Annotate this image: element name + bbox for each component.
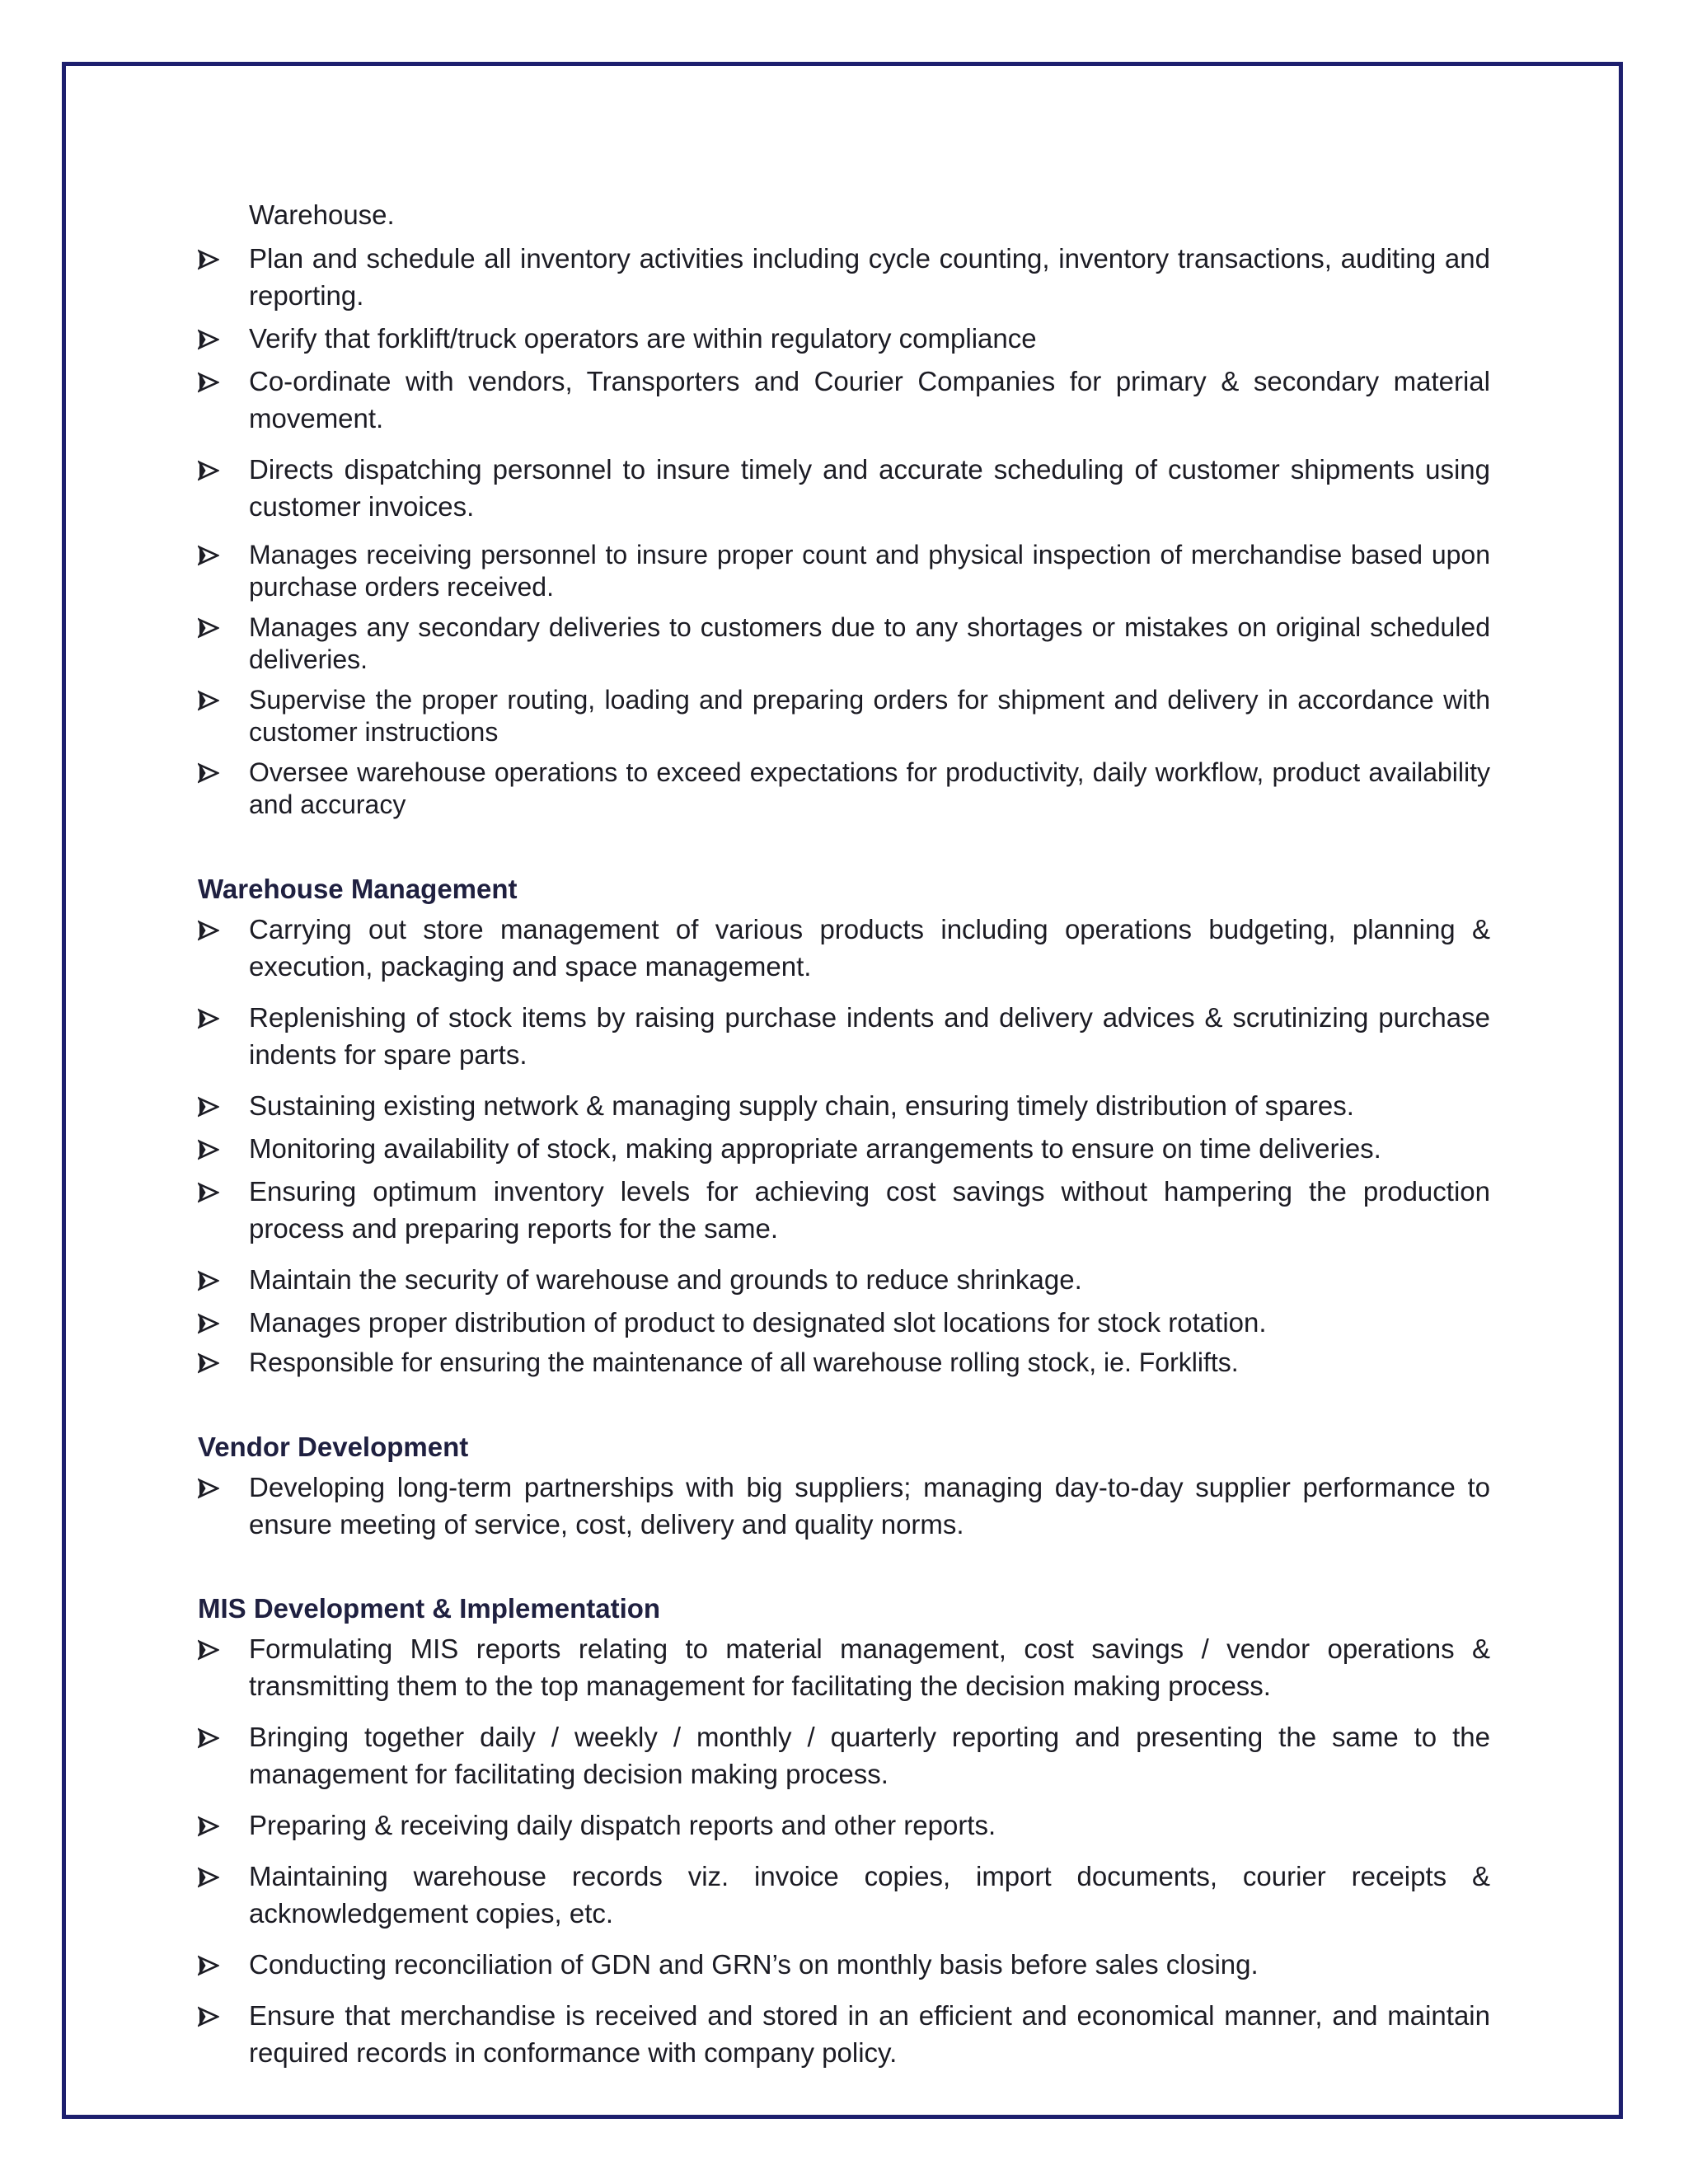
- list-item: [198, 1173, 1490, 1247]
- list-item-text: Monitoring availability of stock, making appropriate arrangements to ensure on time deliveries.: [249, 1133, 1381, 1164]
- list-item-text: Responsible for ensuring the maintenance of all warehouse rolling stock, ie. Forklifts.: [249, 1347, 1239, 1377]
- list-item-text: Replenishing of stock items by raising purchase indents and delivery advices & scrutinizing purchase indents for spare parts.: [249, 1002, 1490, 1070]
- arrowhead-bullet-icon: [198, 1179, 223, 1204]
- list-item: [198, 1347, 1490, 1379]
- list-item: [198, 240, 1490, 314]
- list-item: [198, 1858, 1490, 1932]
- list-item: [198, 757, 1490, 821]
- arrowhead-bullet-icon: [198, 1350, 223, 1375]
- arrowhead-bullet-icon: [198, 917, 223, 942]
- arrowhead-bullet-icon: [198, 1005, 223, 1030]
- arrowhead-bullet-icon: [198, 1310, 223, 1335]
- list-item: [198, 1130, 1490, 1167]
- arrowhead-bullet-icon: [198, 1475, 223, 1500]
- list-item-text: Directs dispatching personnel to insure timely and accurate scheduling of customer shipments using customer invoices.: [249, 454, 1490, 522]
- list-item: [198, 1087, 1490, 1124]
- arrowhead-bullet-icon: [198, 1725, 223, 1750]
- list-item-text: Preparing & receiving daily dispatch reports and other reports.: [249, 1810, 996, 1840]
- arrowhead-bullet-icon: [198, 1137, 223, 1161]
- list-item: [198, 1807, 1490, 1844]
- document-body: [198, 196, 1490, 2077]
- list-item-text: Carrying out store management of various products including operations budgeting, planning & execution, packaging and space management.: [249, 914, 1490, 982]
- list-item-text: Co-ordinate with vendors, Transporters and Courier Companies for primary & secondary material movement.: [249, 366, 1490, 434]
- list-item-text: Verify that forklift/truck operators are within regulatory compliance: [249, 323, 1037, 354]
- section-heading-mis-development: MIS Development & Implementation: [198, 1593, 661, 1624]
- list-item: [198, 1304, 1490, 1341]
- list-item-text: Oversee warehouse operations to exceed expectations for productivity, daily workflow, product availability and accuracy: [249, 757, 1490, 819]
- list-item: [198, 1718, 1490, 1793]
- list-item-text: Formulating MIS reports relating to material management, cost savings / vendor operations & transmitting them to the top management for facilitating the decision making process.: [249, 1633, 1490, 1701]
- list-item: [198, 1946, 1490, 1983]
- list-item: [198, 999, 1490, 1073]
- arrowhead-bullet-icon: [198, 615, 223, 640]
- list-item: [198, 612, 1490, 676]
- list-item: [198, 451, 1490, 525]
- arrowhead-bullet-icon: [198, 1952, 223, 1977]
- list-item-text: Bringing together daily / weekly / monthly / quarterly reporting and presenting the same to the management for facilitating decision making process.: [249, 1722, 1490, 1789]
- list-item: [198, 1630, 1490, 1704]
- arrowhead-bullet-icon: [198, 760, 223, 785]
- list-item: [198, 1261, 1490, 1298]
- arrowhead-bullet-icon: [198, 369, 223, 394]
- mis-development-list: [198, 1630, 1490, 2071]
- list-item-text: Maintain the security of warehouse and grounds to reduce shrinkage.: [249, 1264, 1082, 1295]
- arrowhead-bullet-icon: [198, 457, 223, 482]
- warehouse-management-list: [198, 911, 1490, 1379]
- list-item: [198, 1997, 1490, 2071]
- list-item-text: Manages proper distribution of product to designated slot locations for stock rotation.: [249, 1307, 1267, 1338]
- list-item: [198, 1469, 1490, 1543]
- list-item: [198, 539, 1490, 603]
- list-item-text: Ensure that merchandise is received and stored in an efficient and economical manner, and maintain required records in conformance with company policy.: [249, 2000, 1490, 2068]
- arrowhead-bullet-icon: [198, 542, 223, 567]
- list-item-text: Supervise the proper routing, loading and preparing orders for shipment and delivery in accordance with customer instructions: [249, 685, 1490, 747]
- arrowhead-bullet-icon: [198, 246, 223, 271]
- arrowhead-bullet-icon: [198, 1268, 223, 1292]
- list-item-text: Sustaining existing network & managing supply chain, ensuring timely distribution of spares.: [249, 1090, 1354, 1121]
- arrowhead-bullet-icon: [198, 2004, 223, 2028]
- arrowhead-bullet-icon: [198, 326, 223, 351]
- list-item: [198, 684, 1490, 748]
- list-item-text: Manages receiving personnel to insure proper count and physical inspection of merchandise based upon purchase orders received.: [249, 540, 1490, 602]
- arrowhead-bullet-icon: [198, 1094, 223, 1118]
- arrowhead-bullet-icon: [198, 1864, 223, 1889]
- list-item: [198, 363, 1490, 437]
- intro-bullet-list: [198, 240, 1490, 821]
- list-item-text: Manages any secondary deliveries to customers due to any shortages or mistakes on original scheduled deliveries.: [249, 612, 1490, 674]
- list-item: [198, 320, 1490, 357]
- vendor-development-list: [198, 1469, 1490, 1543]
- arrowhead-bullet-icon: [198, 687, 223, 712]
- list-item-text: Maintaining warehouse records viz. invoice copies, import documents, courier receipts & acknowledgement copies, etc.: [249, 1861, 1490, 1929]
- arrowhead-bullet-icon: [198, 1813, 223, 1838]
- continued-text: Warehouse.: [249, 199, 395, 230]
- list-item-text: Plan and schedule all inventory activities including cycle counting, inventory transactions, auditing and reporting.: [249, 243, 1490, 311]
- list-item: [198, 911, 1490, 985]
- section-heading-warehouse-management: Warehouse Management: [198, 874, 518, 904]
- list-item-text: Developing long-term partnerships with big suppliers; managing day-to-day supplier performance to ensure meeting of service, cost, delivery and quality norms.: [249, 1472, 1490, 1540]
- list-item-text: Conducting reconciliation of GDN and GRN’s on monthly basis before sales closing.: [249, 1949, 1259, 1980]
- list-item-text: Ensuring optimum inventory levels for achieving cost savings without hampering the production process and preparing reports for the same.: [249, 1176, 1490, 1244]
- arrowhead-bullet-icon: [198, 1637, 223, 1661]
- section-heading-vendor-development: Vendor Development: [198, 1432, 469, 1462]
